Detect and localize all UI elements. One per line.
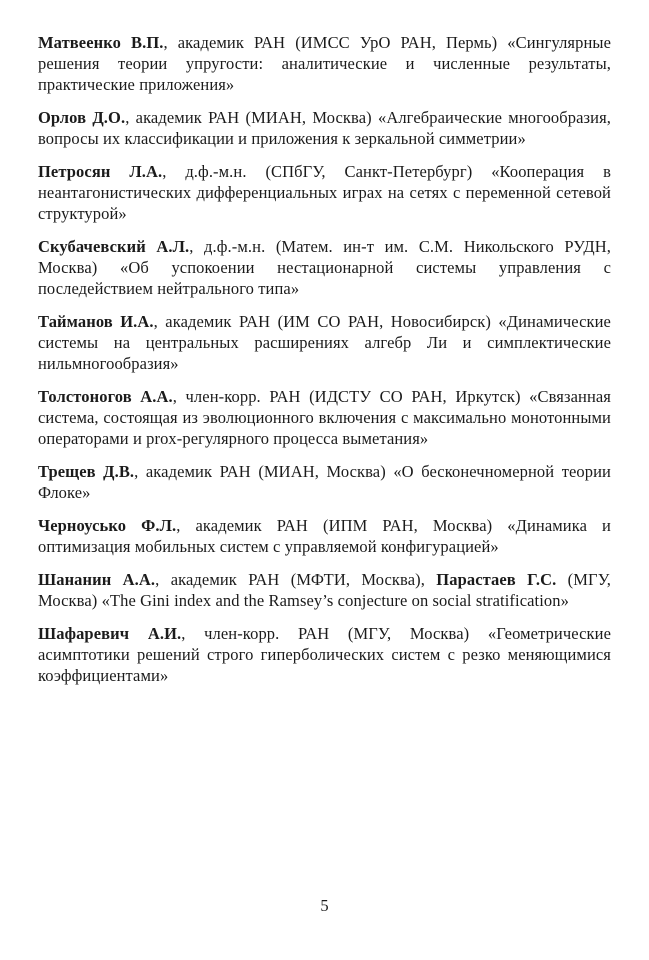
speaker-name: Толстоногов А.А. bbox=[38, 387, 173, 406]
entry-paragraph bbox=[38, 161, 611, 224]
page-number: 5 bbox=[320, 896, 329, 915]
speaker-name: Шананин А.А. bbox=[38, 570, 156, 589]
entry-text: , академик РАН (МФТИ, Москва), bbox=[155, 570, 437, 589]
entry-text: , академик РАН (МИАН, Москва) «Алгебраические многообразия, вопросы их классификации и приложения к зеркальной симметрии» bbox=[38, 108, 612, 148]
speaker-name: Петросян Л.А. bbox=[38, 162, 163, 181]
entry-paragraph bbox=[38, 386, 611, 449]
entry-text: , член-корр. РАН (ИДСТУ СО РАН, Иркутск) «Связанная система, состоящая из эволюционного включения с максимально монотонными операторами и prox-регулярного процесса выметания» bbox=[38, 387, 611, 448]
entry-paragraph bbox=[38, 107, 611, 149]
entry-text: , академик РАН (ИПМ РАН, Москва) «Динамика и оптимизация мобильных систем с управляемой конфигурацией» bbox=[38, 516, 611, 556]
speaker-name: Матвеенко В.П. bbox=[38, 33, 164, 52]
entry-text: , академик РАН (ИМ СО РАН, Новосибирск) «Динамические системы на центральных расширениях алгебр Ли и симплектические нильмногообразия» bbox=[38, 312, 611, 373]
entry-paragraph bbox=[38, 515, 611, 557]
speaker-name: Черноусько Ф.Л. bbox=[38, 516, 177, 535]
entry-paragraph bbox=[38, 623, 611, 686]
speaker-name: Орлов Д.О. bbox=[38, 108, 126, 127]
entry-text: (МГУ, Москва) «The Gini index and the Ramsey’s conjecture on social stratification» bbox=[38, 570, 612, 610]
entry-paragraph bbox=[38, 569, 611, 611]
entry-paragraph bbox=[38, 311, 611, 374]
entry-text: , д.ф.-м.н. (СПбГУ, Санкт-Петербург) «Кооперация в неантагонистических дифференциальных играх на сетях с переменной сетевой структурой» bbox=[38, 162, 611, 223]
entry-text: , академик РАН (МИАН, Москва) «О бесконечномерной теории Флоке» bbox=[38, 462, 611, 502]
speaker-name: Тайманов И.А. bbox=[38, 312, 154, 331]
entry-text: , д.ф.-м.н. (Матем. ин-т им. С.М. Никольского РУДН, Москва) «Об успокоении нестационарной системы управления с последействием нейтрального типа» bbox=[38, 237, 611, 298]
entry-paragraph bbox=[38, 461, 611, 503]
entry-text: , член-корр. РАН (МГУ, Москва) «Геометрические асимптотики решений строго гиперболических систем с резко меняющимися коэффициентами» bbox=[38, 624, 611, 685]
entry-text: , академик РАН (ИМСС УрО РАН, Пермь) «Сингулярные решения теории упругости: аналитические и численные результаты, практические приложения» bbox=[38, 33, 611, 94]
speaker-name: Скубачевский А.Л. bbox=[38, 237, 190, 256]
speaker-name: Парастаев Г.С. bbox=[436, 570, 557, 589]
speaker-name: Шафаревич А.И. bbox=[38, 624, 182, 643]
entry-paragraph bbox=[38, 32, 611, 95]
speaker-name: Трещев Д.В. bbox=[38, 462, 135, 481]
entry-paragraph bbox=[38, 236, 611, 299]
talks-list bbox=[38, 32, 611, 698]
